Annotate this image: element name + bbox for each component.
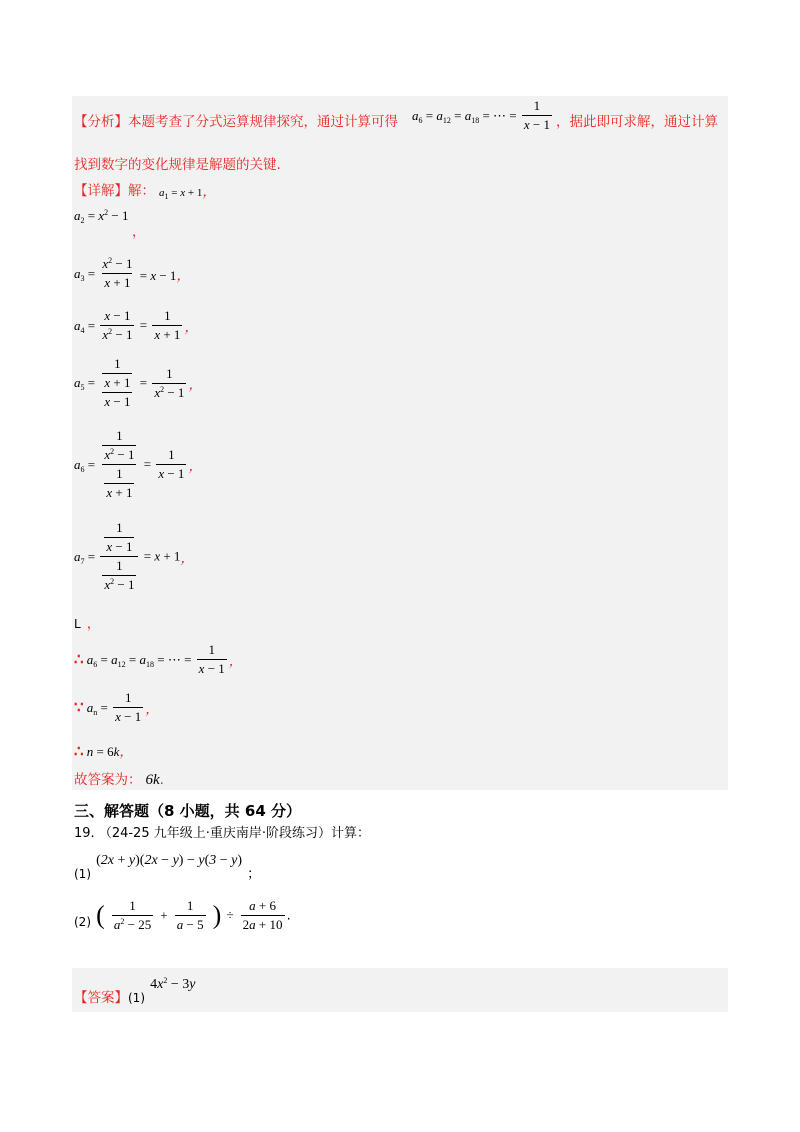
question-part-2: $^{(2)}$ ( $\frac{1}{a^2 - 25}$ + $\frac{1}{a - 5}$ ) ÷ $\frac{a + 6}{2a + 10}$ .: [74, 898, 291, 932]
section-title: 三、解答题（8 小题，共 64 分）: [74, 802, 301, 820]
question-source: （24-25 九年级上·重庆南岸·阶段练习）计算：: [98, 826, 371, 841]
detail-lead: 解：: [128, 183, 155, 199]
because-symbol: ∵: [74, 700, 84, 716]
analysis-tag: 【分析】: [74, 114, 128, 130]
question-line: [74, 822, 370, 841]
analysis-line-2: 找到数字的变化规律是解题的关键.: [74, 157, 281, 173]
analysis-text-2: ，据此即可求解，通过计算: [556, 114, 718, 130]
a3-formula: $a_3$ = $\frac{x^2 - 1}{x + 1}$ = x − 1，: [74, 256, 190, 290]
part2-label: (2): [74, 915, 91, 929]
answer-label: 故答案为：: [74, 772, 142, 788]
a6-formula: $a_6$ = $\frac{\frac{1}{x^2 - 1}}{\frac{1}{x + 1}}$ = $\frac{1}{x - 1}$ ，: [74, 428, 202, 500]
a1-formula: $a_1 = x + 1$，: [159, 184, 216, 201]
a5-formula: $a_5$ = $\frac{\frac{1}{x + 1}}{x - 1}$ = $\frac{1}{x^2 - 1}$ ，: [74, 356, 202, 409]
question-number: 19.: [74, 826, 95, 841]
answer-value: 6k: [145, 772, 160, 788]
detail-line: [74, 179, 155, 199]
therefore-n-line: ∴ n = 6k，: [74, 744, 133, 760]
analysis-text-1: 本题考查了分式运算规律探究，通过计算可得: [128, 114, 398, 130]
therefore-formula: ∴ $a_6 = a_{12} = a_{18}$ = ⋯ = $\frac{1}{x - 1}$ ，: [74, 642, 243, 676]
ellipsis-line: L ，: [74, 616, 101, 632]
a7-formula: $a_7$ = $\frac{\frac{1}{x - 1}}{\frac{1}{x^2 - 1}}$ = x + 1，: [74, 520, 194, 592]
therefore-symbol: ∴: [74, 652, 84, 668]
a4-formula: $a_4$ = $\frac{x - 1}{x^2 - 1}$ = $\frac{1}{x + 1}$ ，: [74, 308, 198, 342]
analysis-line-1: [74, 110, 398, 130]
answer-box-line: $_{【答案】(1)}$ $4x^2 - 3y$: [74, 976, 196, 1006]
part1-label: (1): [74, 867, 91, 881]
ellipsis-mark: L: [74, 617, 81, 631]
because-formula: ∵ $a_n$ = $\frac{1}{x - 1}$ ，: [74, 690, 159, 724]
analysis-formula: $a_6 = a_{12} = a_{18}$ = ⋯ = $\frac{1}{x - 1}$: [412, 98, 550, 132]
detail-tag: 【详解】: [74, 183, 128, 199]
a2-comma: ，: [132, 224, 146, 240]
a2-formula: $a_2 = x^2 - 1$: [74, 208, 129, 225]
answer-tag: 【答案】: [74, 990, 128, 1006]
answer-line: 故答案为： 6k.: [74, 772, 164, 788]
answer-part-label: (1): [128, 991, 145, 1005]
question-part-1: $_{(1)}$ (2x + y)(2x − y) − y(3 − y) $_;$: [74, 853, 261, 882]
